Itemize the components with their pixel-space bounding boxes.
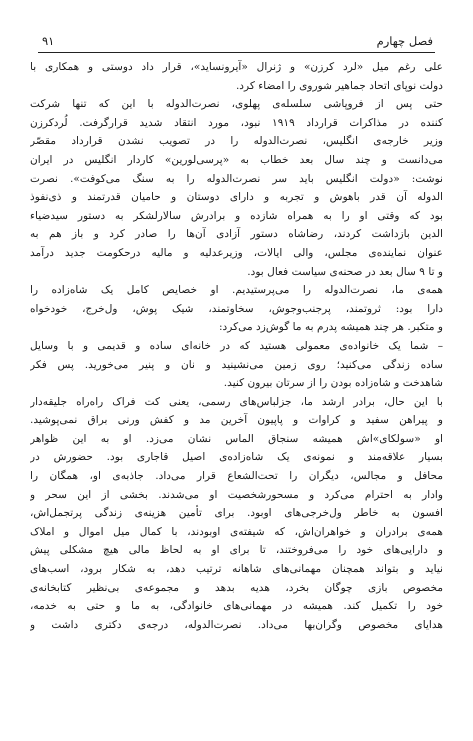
text-line: و تا ۹ سال بعد در صحنه‌ی سیاست فعال بود.	[247, 265, 443, 278]
text-line: افسون به خاطر ول‌خرجی‌های اوبود. برای تأمین هزینه‌ی زندگی پرتجمل‌اش،	[30, 507, 443, 520]
header-rule	[38, 52, 435, 53]
chapter-title: فصل چهارم	[376, 34, 433, 48]
text-line: هدایای مخصوص وگران‌بها می‌داد. نصرت‌الدوله، درجه‌ی دکتری داشت و	[30, 618, 443, 631]
text-line: همه‌ی ما، نصرت‌الدوله را می‌پرستیدیم. او خصایص کامل یک شاه‌زاده را	[30, 284, 443, 297]
text-line: و متکبر. هر چند همیشه پدرم به ما گوش‌زد می‌کرد:	[218, 321, 443, 334]
text-line: مخصوص بازی چوگان بخرد، هدیه بدهد و مجموعه‌ی بی‌نظیر کتابخانه‌ی	[30, 581, 443, 594]
text-line: علی رغم میل «لرد کرزن» و ژنرال «آیرونساید»، قرار داد دوستی و همکاری با	[30, 61, 443, 73]
text-line: ساده زندگی می‌کنید؛ روی زمین می‌نشینید و نان و پنیر می‌خورید. پس فکر	[30, 358, 443, 371]
text-line: – شما یک خانواده‌ی معمولی هستید که در خانه‌ای ساده و قدیمی و با وسایل	[30, 339, 443, 352]
text-line: بسیار علاقه‌مند و نمونه‌ی یک شاه‌زاده‌ی اصیل قاجاری بود. حضورش در	[30, 451, 443, 464]
text-line: خود را تکمیل کند. همیشه در مهمانی‌های خانوادگی، به ما و حتی به خدمه،	[30, 600, 443, 613]
text-line: محافل و مجالس، دیگران را تحت‌الشعاع قرار می‌داد. جاذبه‌ی او، همگان را	[30, 470, 443, 483]
text-line: الدین بازداشت کردند، رضاشاه دستور آزادی آن‌ها را صادر کرد و باز هم به	[30, 228, 443, 241]
text-line: حتی پس از فروپاشی سلسله‌ی پهلوی، نصرت‌الدوله با این که تنها شرکت	[30, 98, 443, 111]
text-line: می‌دانست و چند سال بعد خطاب به «پرسی‌لورین» کاردار انگلیس در ایران	[30, 153, 443, 166]
body-text	[30, 58, 443, 634]
text-line: همه‌ی برادران و خواهران‌اش، که شیفته‌ی اوبودند، با کمال میل اموال و املاک	[30, 525, 443, 538]
text-line: کننده در مذاکرات قرارداد ۱۹۱۹ نبود، مورد انتقاد شدید قرارگرفت. لُردکرزن	[30, 116, 443, 129]
page-number: ۹۱	[42, 34, 55, 48]
text-line: دولت نوپای اتحاد جماهیر شوروی را امضاء کرد.	[235, 79, 443, 92]
text-line: وادار به احترام می‌کرد و مسحورشخصیت او می‌شدند. بخشی از این سحر و	[30, 488, 443, 501]
text-line: نیاید و بتواند همچنان مهمانی‌های شاهانه ترتیب دهد، به شکار برود، اسب‌های	[30, 563, 443, 576]
page-header	[40, 33, 433, 49]
text-line: وزیر خارجه‌ی انگلیس، نصرت‌الدوله را در تصویب نشدن قرارداد مقصّر	[30, 135, 443, 148]
text-line: او «سولکای»اش همیشه سنجاق الماس نشان می‌زد. او به این ظواهر	[30, 432, 443, 445]
text-line: الدوله آن قدر باهوش و تجربه و دارای دوستان و حامیان قدرتمند و ذی‌نفوذ	[30, 191, 443, 204]
text-line: عنوان نماینده‌ی مجلس، والی ایالات، وزیرعدلیه و مالیه درحکومت جدید درآمد	[30, 246, 443, 259]
text-line: بود که وقتی او را به همراه شازده و برادرش سالارلشکر به دستور سیدضیاء	[30, 209, 443, 222]
text-line: نوشت: «دولت انگلیس باید سر نصرت‌الدوله را به سنگ می‌کوفت». نصرت	[30, 172, 443, 185]
text-line: دارا بود: ثروتمند، پرجنب‌وجوش، سخاوتمند، شیک پوش، ول‌خرج، خودخواه	[30, 302, 443, 315]
text-line: و دارایی‌های خود را می‌فروختند، تا برای او به لحاظ مالی هیچ مشکلی پیش	[30, 544, 443, 557]
text-line: شاهدخت و شاه‌زاده بودن را از سرتان بیرون کنید.	[223, 377, 443, 390]
text-line: و پیراهن سفید و کراوات و پاپیون آخرین مد و کفش ورنی براق نمی‌پوشید.	[30, 414, 443, 427]
text-line: با این حال، برادر ارشد ما، جزلباس‌های رسمی، یعنی کت فراک راه‌راه جلیقه‌دار	[30, 395, 443, 408]
